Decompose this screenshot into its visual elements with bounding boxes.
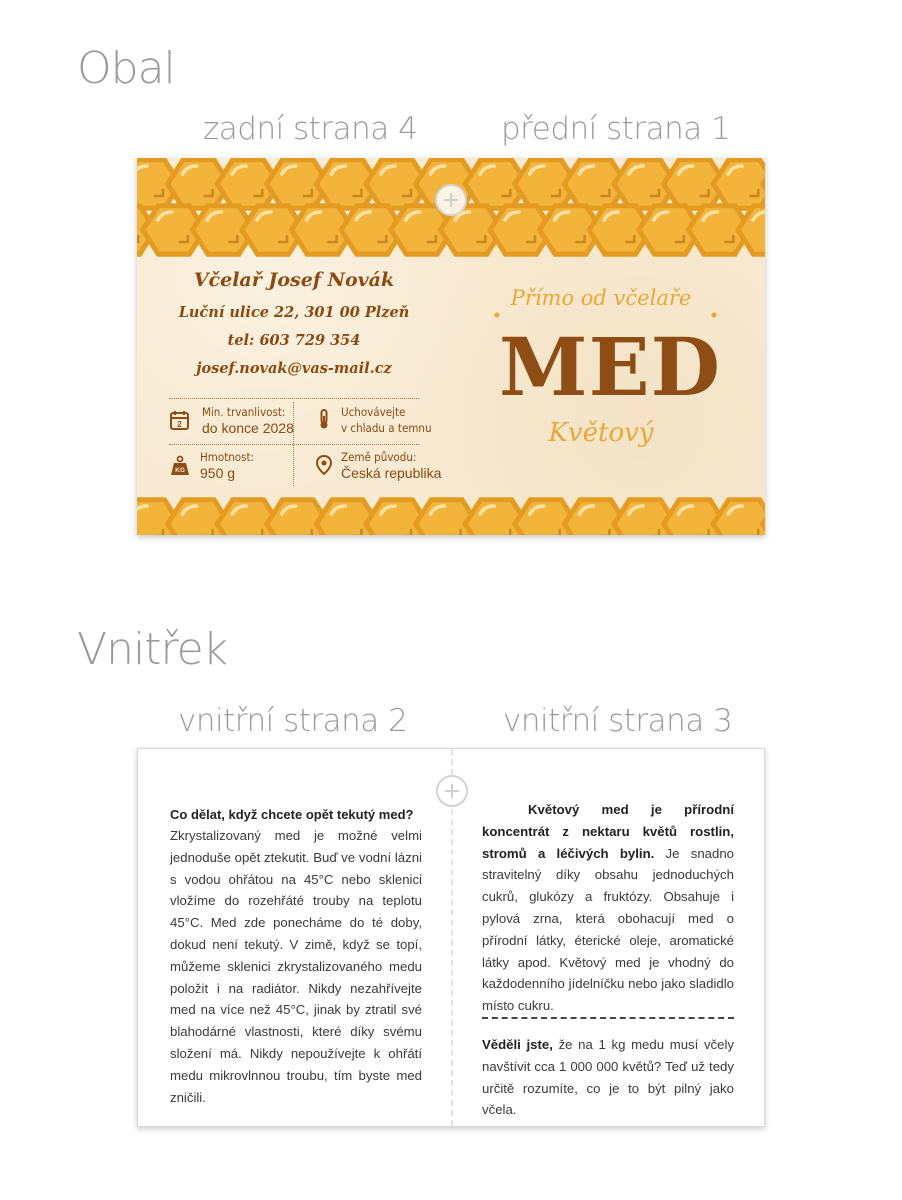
beekeeper-email: josef.novak@vas-mail.cz	[196, 360, 392, 377]
origin-value: Česká republika	[341, 465, 442, 481]
info-divider-middle	[169, 444, 419, 445]
weight-label: Hmotnost:	[200, 450, 255, 464]
beekeeper-name: Včelař Josef Novák	[193, 269, 395, 291]
info-divider-top	[169, 398, 419, 399]
bee-fact-rest: že na 1 kg medu musí včely navštívit cca 1 000 000 květů? Teď už tedy určitě rozumíte, co je to být pilný jako včela.	[482, 1037, 734, 1118]
front-tagline: Přímo od včelaře	[510, 286, 692, 310]
storage-value: v chladu a temnu	[341, 421, 432, 435]
shelf-life-value: do konce 2028	[202, 420, 294, 436]
front-side-label: přední strana 1	[501, 111, 731, 147]
beekeeper-address: Luční ulice 22, 301 00 Plzeň	[178, 304, 410, 321]
shelf-life-label: Min. trvanlivost:	[202, 405, 286, 419]
beekeeper-phone: tel: 603 729 354	[227, 332, 361, 349]
product-name: MED	[499, 320, 721, 414]
honeycomb-cell	[713, 500, 765, 535]
fact-separator	[482, 1017, 734, 1019]
liquefy-question: Co dělat, když chcete opět tekutý med?	[170, 807, 414, 822]
thermometer-icon	[313, 408, 335, 430]
cover-heading: Obal	[77, 43, 175, 94]
inside-heading: Vnitřek	[77, 624, 228, 675]
inner-right-label: vnitřní strana 3	[503, 703, 733, 739]
bee-fact	[482, 1034, 734, 1121]
calendar-day: 2	[177, 420, 182, 429]
origin-label: Země původu:	[341, 450, 417, 464]
inside-fold-crosshair-icon	[436, 775, 468, 807]
storage-label: Uchovávejte	[341, 405, 406, 419]
calendar-icon	[169, 409, 191, 431]
honey-description-bold: Květový med je přírodní koncentrát z nektaru květů rostlin, stromů a léčivých bylin.	[482, 802, 734, 861]
honey-description	[482, 799, 734, 1017]
honey-variety: Květový	[548, 418, 654, 448]
inside-card	[137, 748, 765, 1127]
back-side-label: zadní strana 4	[203, 111, 418, 147]
tagline-dot-left	[494, 312, 500, 318]
weight-value: 950 g	[200, 465, 236, 481]
location-pin-icon	[313, 454, 335, 476]
weight-icon-label: KG	[175, 467, 185, 474]
info-divider-vertical	[293, 402, 294, 486]
inner-left-label: vnitřní strana 2	[178, 703, 408, 739]
honey-description-rest: Je snadno stravitelný díky obsahu jednoduchých cukrů, glukózy a fruktózy. Obsahuje i pylová zrna, která obohacují med o přírodní látky, éterické oleje, aromatické látky apod. Květový med je vhodný do každodenního jídelníčku nebo jako sladidlo místo cukru.	[482, 845, 734, 1014]
honeycomb-cell	[713, 160, 765, 208]
liquefy-text: Zkrystalizovaný med je možné velmi jednoduše opět ztekutit. Buď ve vodní lázni s vodou ohřátou na 45°C nebo sklenici vložíme do rozehřáté trouby na teplotu 45°C. Med zde ponecháme do té doby, dokud není tekutý. V zimě, když se topí, můžeme sklenici zkrystalizovaného medu položit i na radiátor. Nikdy nezahřívejte med na více než 45°C, jinak by ztratil své blahodárné vlastnosti, které díky svému složení má. Nikdy nepoužívejte k ohřátí medu mikrovlnnou troubu, tím byste med zničili.	[170, 828, 422, 1105]
fold-crosshair-icon	[435, 184, 467, 216]
weight-icon	[169, 455, 191, 477]
bee-fact-bold: Věděli jste,	[482, 1037, 553, 1052]
cover-card	[137, 158, 765, 535]
tagline-dot-right	[711, 312, 717, 318]
